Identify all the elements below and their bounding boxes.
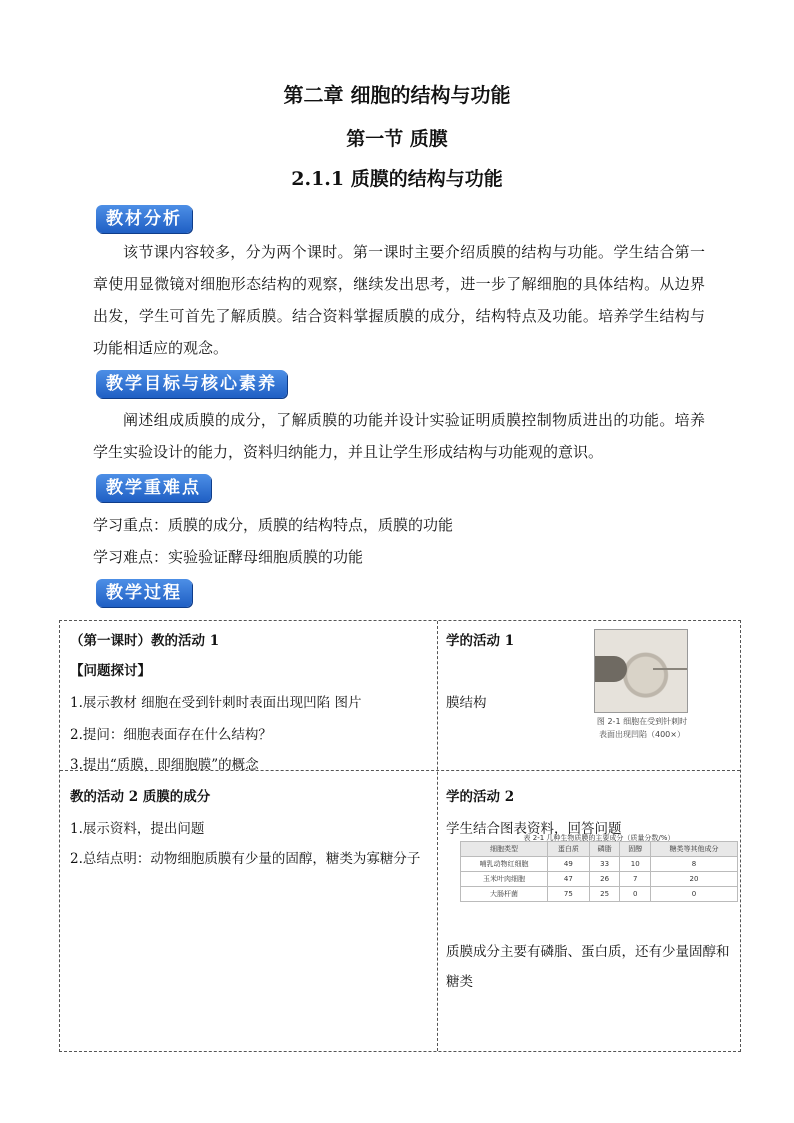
table-cell: 26: [589, 872, 620, 887]
student-activity-2-conclusion: 质膜成分主要有磷脂、蛋白质，还有少量固醇和糖类: [446, 944, 730, 990]
goals-paragraph: [93, 404, 705, 468]
table-cell: 8: [651, 857, 738, 872]
lesson-table: [59, 620, 741, 1052]
mini-table-header: 糖类等其他成分: [651, 842, 738, 857]
chapter-title: 第二章 细胞的结构与功能: [283, 83, 511, 107]
table-cell: 0: [651, 887, 738, 902]
focus-line: 学习重点：质膜的成分，质膜的结构特点，质膜的功能: [93, 516, 454, 534]
student-activity-2-title: 学的活动 2: [446, 789, 515, 805]
table-cell: 20: [651, 872, 738, 887]
lesson-title: 2.1.1 质膜的结构与功能: [291, 168, 503, 190]
student-activity-1-title: 学的活动 1: [446, 633, 515, 649]
membrane-composition-table: [460, 841, 738, 902]
key-points-badge: 教学重难点: [96, 474, 211, 502]
table-cell: 75: [547, 887, 589, 902]
table-cell: 33: [589, 857, 620, 872]
table-cell: 7: [620, 872, 651, 887]
student-activity-2: [446, 621, 736, 1051]
mini-table-header: 固醇: [620, 842, 651, 857]
goals-text: 阐述组成质膜的成分，了解质膜的功能并设计实验证明质膜控制物质进出的功能。培养学生实验设计的能力，资料归纳能力，并且让学生形成结构与功能观的意识。: [93, 411, 705, 461]
teacher-activity-2-item: 1.展示资料，提出问题: [70, 821, 205, 837]
table-row: [461, 887, 738, 902]
table-cell: 0: [620, 887, 651, 902]
teacher-activity-1-item: 3.提出“质膜，即细胞膜”的概念: [70, 757, 259, 773]
table-cell: 玉米叶肉细胞: [461, 872, 548, 887]
table-cell: 49: [547, 857, 589, 872]
table-cell: 47: [547, 872, 589, 887]
difficulty-line: 学习难点：实验验证酵母细胞质膜的功能: [93, 548, 364, 566]
membrane-composition-caption: 表 2-1 几种生物质膜的主要成分（质量分数/%）: [523, 834, 675, 842]
table-cell: 10: [620, 857, 651, 872]
mini-table-header-row: [461, 842, 738, 857]
teacher-activity-2-title: 教的活动 2 质膜的成分: [70, 789, 211, 805]
photo-caption-line-1: 图 2-1 细胞在受到针刺时: [596, 717, 688, 726]
section-title: 第一节 质膜: [346, 128, 448, 150]
student-activity-1-answer: 膜结构: [446, 695, 487, 711]
teacher-activity-1-item: 2.提问：细胞表面存在什么结构？: [70, 727, 272, 743]
analysis-badge: 教材分析: [96, 205, 192, 233]
teacher-activity-1-item: 1.展示教材 细胞在受到针刺时表面出现凹陷 图片: [70, 695, 362, 711]
goals-badge: 教学目标与核心素养: [96, 370, 287, 398]
problem-discussion-label: 【问题探讨】: [70, 663, 151, 679]
table-row: [461, 872, 738, 887]
photo-caption-line-2: 表面出现凹陷（400×）: [599, 730, 685, 739]
analysis-paragraph: [93, 236, 705, 364]
teacher-activity-1-title: （第一课时）教的活动 1: [70, 633, 220, 649]
analysis-text: 该节课内容较多，分为两个课时。第一课时主要介绍质膜的结构与功能。学生结合第一章使用显微镜对细胞形态结构的观察，继续发出思考，进一步了解细胞的具体结构。从边界出发，学生可首先了解质膜。结合资料掌握质膜的成分，结构特点及功能。培养学生结构与功能相适应的观念。: [93, 243, 705, 357]
table-cell: 25: [589, 887, 620, 902]
mini-table-header: 细胞类型: [461, 842, 548, 857]
table-cell: 哺乳动物红细胞: [461, 857, 548, 872]
table-cell: 大肠杆菌: [461, 887, 548, 902]
table-row: [461, 857, 738, 872]
mini-table-header: 蛋白质: [547, 842, 589, 857]
column-divider: [437, 621, 438, 1051]
mini-table-header: 磷脂: [589, 842, 620, 857]
teacher-activity-2-item: 2.总结点明：动物细胞质膜有少量的固醇，糖类为寡糖分子: [70, 851, 421, 867]
student-activity-2-intro: 学生结合图表资料，回答问题: [446, 821, 622, 837]
process-badge: 教学过程: [96, 579, 192, 607]
